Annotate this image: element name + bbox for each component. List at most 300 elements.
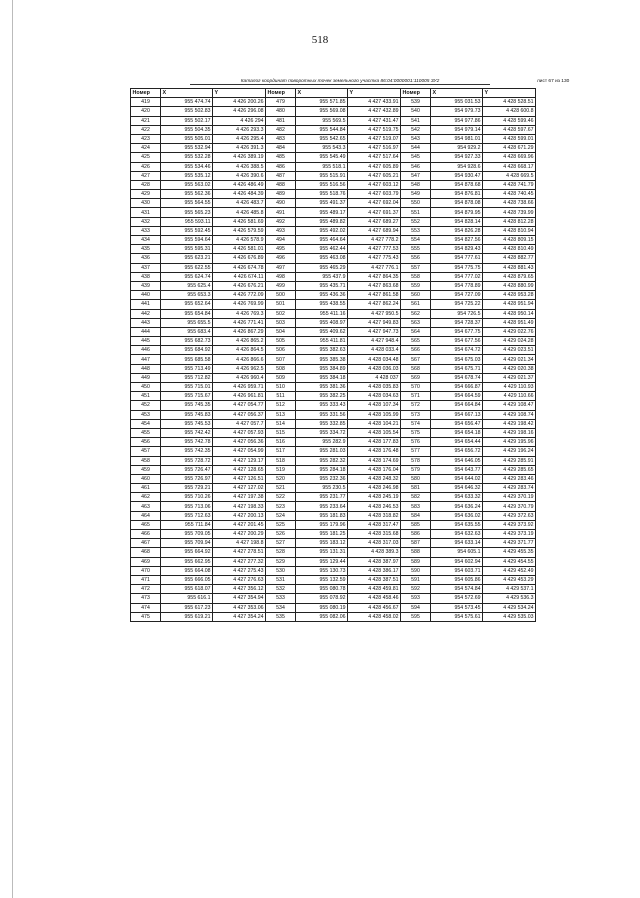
table-row [131, 116, 536, 125]
y-coordinate: 4 429 021.37 [483, 373, 536, 382]
x-coordinate: 955 619.21 [161, 612, 213, 621]
x-coordinate: 955 437.9 [296, 272, 348, 281]
point-number: 578 [401, 456, 431, 465]
x-coordinate: 955 230.5 [296, 484, 348, 493]
point-number: 463 [131, 502, 161, 511]
table-row [131, 612, 536, 621]
y-coordinate: 4 426 485.8 [213, 208, 266, 217]
table-row [131, 107, 536, 116]
x-coordinate: 955 617.23 [161, 603, 213, 612]
y-coordinate: 4 427 056.37 [213, 410, 266, 419]
y-coordinate: 4 427 432.89 [348, 107, 401, 116]
x-coordinate: 954 654.44 [431, 438, 483, 447]
x-coordinate: 955 409.62 [296, 327, 348, 336]
x-coordinate: 954 664.84 [431, 401, 483, 410]
x-coordinate: 955 728.72 [161, 456, 213, 465]
y-coordinate: 4 427 863.68 [348, 281, 401, 290]
point-number: 583 [401, 502, 431, 511]
sheet-indicator: лист 67 из 130 [537, 79, 570, 84]
x-coordinate: 955 532.94 [161, 144, 213, 153]
x-coordinate: 955 130.73 [296, 566, 348, 575]
point-number: 569 [401, 373, 431, 382]
x-coordinate: 955 715.01 [161, 383, 213, 392]
point-number: 530 [266, 566, 296, 575]
point-number: 576 [401, 438, 431, 447]
x-coordinate: 955 726.97 [161, 474, 213, 483]
x-coordinate: 954 778.89 [431, 281, 483, 290]
y-coordinate: 4 427 276.63 [213, 575, 266, 584]
point-number: 426 [131, 162, 161, 171]
x-coordinate: 954 605.86 [431, 575, 483, 584]
y-coordinate: 4 426 389.19 [213, 153, 266, 162]
table-row [131, 254, 536, 263]
point-number: 440 [131, 291, 161, 300]
table-row [131, 208, 536, 217]
y-coordinate: 4 429 373.92 [483, 520, 536, 529]
x-coordinate: 954 876.81 [431, 190, 483, 199]
y-coordinate: 4 426 962.5 [213, 364, 266, 373]
y-coordinate: 4 429 452.49 [483, 566, 536, 575]
x-coordinate: 955 518.76 [296, 190, 348, 199]
y-coordinate: 4 428 245.19 [348, 493, 401, 502]
point-number: 489 [266, 190, 296, 199]
point-number: 563 [401, 318, 431, 327]
point-number: 592 [401, 585, 431, 594]
x-coordinate: 954 879.95 [431, 208, 483, 217]
y-coordinate: 4 427 054.99 [213, 447, 266, 456]
x-coordinate: 955 622.55 [161, 263, 213, 272]
y-coordinate: 4 427 949.83 [348, 318, 401, 327]
point-number: 535 [266, 612, 296, 621]
point-number: 561 [401, 300, 431, 309]
table-row [131, 438, 536, 447]
x-coordinate: 955 618.07 [161, 585, 213, 594]
point-number: 483 [266, 134, 296, 143]
x-coordinate: 955 492.02 [296, 226, 348, 235]
y-coordinate: 4 427 519.07 [348, 134, 401, 143]
table-row [131, 346, 536, 355]
y-coordinate: 4 428 741.79 [483, 180, 536, 189]
x-coordinate: 954 633.32 [431, 493, 483, 502]
point-number: 526 [266, 530, 296, 539]
y-coordinate: 4 429 196.24 [483, 447, 536, 456]
table-row [131, 309, 536, 318]
y-coordinate: 4 428 458.02 [348, 612, 401, 621]
y-coordinate: 4 427 201.45 [213, 520, 266, 529]
point-number: 501 [266, 300, 296, 309]
point-number: 528 [266, 548, 296, 557]
y-coordinate: 4 426 295.4 [213, 134, 266, 143]
y-coordinate: 4 426 867.29 [213, 327, 266, 336]
x-coordinate: 955 382.63 [296, 346, 348, 355]
table-row [131, 199, 536, 208]
x-coordinate: 955 745.53 [161, 419, 213, 428]
table-row [131, 419, 536, 428]
x-coordinate: 955 463.08 [296, 254, 348, 263]
y-coordinate: 4 429 454.55 [483, 557, 536, 566]
y-coordinate: 4 428 387.97 [348, 557, 401, 566]
point-number: 496 [266, 254, 296, 263]
point-number: 482 [266, 125, 296, 134]
y-coordinate: 4 428 597.67 [483, 125, 536, 134]
x-coordinate: 954 678.74 [431, 373, 483, 382]
table-row [131, 520, 536, 529]
table-row [131, 327, 536, 336]
point-number: 468 [131, 548, 161, 557]
x-coordinate: 954 726.5 [431, 309, 483, 318]
x-coordinate: 955 382.25 [296, 392, 348, 401]
point-number: 495 [266, 245, 296, 254]
y-coordinate: 4 429 535.03 [483, 612, 536, 621]
x-coordinate: 955 385.38 [296, 355, 348, 364]
x-coordinate: 955 411.81 [296, 337, 348, 346]
y-coordinate: 4 426 676.21 [213, 281, 266, 290]
y-coordinate: 4 428 951.94 [483, 300, 536, 309]
x-coordinate: 955 436.36 [296, 291, 348, 300]
point-number: 437 [131, 263, 161, 272]
y-coordinate: 4 426 390.6 [213, 171, 266, 180]
x-coordinate: 954 728.37 [431, 318, 483, 327]
point-number: 469 [131, 557, 161, 566]
x-coordinate: 955 713.49 [161, 364, 213, 373]
y-coordinate: 4 427 864.35 [348, 272, 401, 281]
point-number: 493 [266, 226, 296, 235]
x-coordinate: 955 654.84 [161, 309, 213, 318]
x-coordinate: 954 602.94 [431, 557, 483, 566]
point-number: 435 [131, 245, 161, 254]
x-coordinate: 955 623.21 [161, 254, 213, 263]
table-row [131, 484, 536, 493]
y-coordinate: 4 427 353.06 [213, 603, 266, 612]
coordinates-table [130, 88, 536, 622]
x-coordinate: 955 078.92 [296, 594, 348, 603]
table-row [131, 291, 536, 300]
x-coordinate: 955 710.26 [161, 493, 213, 502]
x-coordinate: 954 646.05 [431, 456, 483, 465]
y-coordinate: 4 426 579.59 [213, 226, 266, 235]
table-row [131, 456, 536, 465]
point-number: 549 [401, 190, 431, 199]
x-coordinate: 955 489.17 [296, 208, 348, 217]
y-coordinate: 4 429 110.93 [483, 383, 536, 392]
point-number: 441 [131, 300, 161, 309]
table-row [131, 410, 536, 419]
point-number: 445 [131, 337, 161, 346]
table-row [131, 594, 536, 603]
x-coordinate: 954 677.56 [431, 337, 483, 346]
y-coordinate: 4 429 195.96 [483, 438, 536, 447]
point-number: 521 [266, 484, 296, 493]
table-row [131, 465, 536, 474]
point-number: 497 [266, 263, 296, 272]
x-coordinate: 955 543.3 [296, 144, 348, 153]
x-coordinate: 955 384.18 [296, 373, 348, 382]
point-number: 566 [401, 346, 431, 355]
y-coordinate: 4 429 370.79 [483, 502, 536, 511]
y-coordinate: 4 427 947.73 [348, 327, 401, 336]
y-coordinate: 4 428 882.77 [483, 254, 536, 263]
table-row [131, 125, 536, 134]
y-coordinate: 4 427 200.29 [213, 530, 266, 539]
x-coordinate: 955 593.11 [161, 217, 213, 226]
x-coordinate: 955 715.67 [161, 392, 213, 401]
x-coordinate: 955 515.91 [296, 171, 348, 180]
x-coordinate: 955 080.78 [296, 585, 348, 594]
x-coordinate: 955 331.56 [296, 410, 348, 419]
point-number: 556 [401, 254, 431, 263]
point-number: 575 [401, 428, 431, 437]
x-coordinate: 954 646.32 [431, 484, 483, 493]
x-coordinate: 955 564.55 [161, 199, 213, 208]
table-row [131, 603, 536, 612]
x-coordinate: 955 411.16 [296, 309, 348, 318]
point-number: 571 [401, 392, 431, 401]
y-coordinate: 4 428 528.51 [483, 98, 536, 107]
point-number: 546 [401, 162, 431, 171]
point-number: 509 [266, 373, 296, 382]
point-number: 492 [266, 217, 296, 226]
y-coordinate: 4 426 960.4 [213, 373, 266, 382]
point-number: 507 [266, 355, 296, 364]
y-coordinate: 4 427 057.7 [213, 419, 266, 428]
y-coordinate: 4 428 105.54 [348, 428, 401, 437]
y-coordinate: 4 426 483.7 [213, 199, 266, 208]
x-coordinate: 955 742.42 [161, 428, 213, 437]
x-coordinate: 954 635.55 [431, 520, 483, 529]
table-row [131, 272, 536, 281]
point-number: 559 [401, 281, 431, 290]
x-coordinate: 955 082.06 [296, 612, 348, 621]
y-coordinate: 4 429 537.1 [483, 585, 536, 594]
table-row [131, 162, 536, 171]
y-coordinate: 4 429 108.74 [483, 410, 536, 419]
x-coordinate: 955 709.05 [161, 530, 213, 539]
y-coordinate: 4 427 277.32 [213, 557, 266, 566]
y-coordinate: 4 427 056.36 [213, 438, 266, 447]
table-row [131, 153, 536, 162]
y-coordinate: 4 428 105.99 [348, 410, 401, 419]
point-number: 456 [131, 438, 161, 447]
x-coordinate: 955 652.64 [161, 300, 213, 309]
x-coordinate: 955 384.89 [296, 364, 348, 373]
y-coordinate: 4 428 035.83 [348, 383, 401, 392]
x-coordinate: 955 464.64 [296, 236, 348, 245]
x-coordinate: 954 633.14 [431, 539, 483, 548]
y-coordinate: 4 426 676.89 [213, 254, 266, 263]
y-coordinate: 4 429 198.42 [483, 419, 536, 428]
y-coordinate: 4 428 950.14 [483, 309, 536, 318]
table-row [131, 337, 536, 346]
point-number: 581 [401, 484, 431, 493]
point-number: 481 [266, 116, 296, 125]
x-coordinate: 955 664.92 [161, 548, 213, 557]
x-coordinate: 955 594.64 [161, 236, 213, 245]
table-row [131, 190, 536, 199]
point-number: 485 [266, 153, 296, 162]
y-coordinate: 4 427 197.38 [213, 493, 266, 502]
point-number: 516 [266, 438, 296, 447]
x-coordinate: 954 674.72 [431, 346, 483, 355]
y-coordinate: 4 427 356.12 [213, 585, 266, 594]
point-number: 466 [131, 530, 161, 539]
table-row [131, 134, 536, 143]
y-coordinate: 4 428 317.47 [348, 520, 401, 529]
header-y: Y [483, 89, 536, 98]
y-coordinate: 4 427 129.17 [213, 456, 266, 465]
header-number: Номер [266, 89, 296, 98]
point-number: 457 [131, 447, 161, 456]
x-coordinate: 955 408.97 [296, 318, 348, 327]
y-coordinate: 4 426 769.3 [213, 309, 266, 318]
x-coordinate: 955 181.83 [296, 511, 348, 520]
point-number: 542 [401, 125, 431, 134]
table-row [131, 281, 536, 290]
point-number: 523 [266, 502, 296, 511]
y-coordinate: 4 427 198.33 [213, 502, 266, 511]
y-coordinate: 4 428 812.28 [483, 217, 536, 226]
y-coordinate: 4 428 034.48 [348, 355, 401, 364]
x-coordinate: 954 977.86 [431, 116, 483, 125]
point-number: 449 [131, 373, 161, 382]
x-coordinate: 954 664.59 [431, 392, 483, 401]
y-coordinate: 4 429 371.77 [483, 539, 536, 548]
x-coordinate: 955 624.74 [161, 272, 213, 281]
y-coordinate: 4 427 200.13 [213, 511, 266, 520]
point-number: 590 [401, 566, 431, 575]
table-row [131, 355, 536, 364]
point-number: 517 [266, 447, 296, 456]
x-coordinate: 955 281.03 [296, 447, 348, 456]
point-number: 540 [401, 107, 431, 116]
y-coordinate: 4 426 296.08 [213, 107, 266, 116]
x-coordinate: 954 928.6 [431, 162, 483, 171]
y-coordinate: 4 428 387.51 [348, 575, 401, 584]
point-number: 452 [131, 401, 161, 410]
point-number: 459 [131, 465, 161, 474]
y-coordinate: 4 427 433.91 [348, 98, 401, 107]
y-coordinate: 4 427 776.1 [348, 263, 401, 272]
point-number: 587 [401, 539, 431, 548]
point-number: 520 [266, 474, 296, 483]
point-number: 475 [131, 612, 161, 621]
point-number: 562 [401, 309, 431, 318]
y-coordinate: 4 426 961.81 [213, 392, 266, 401]
header-x: X [431, 89, 483, 98]
point-number: 431 [131, 208, 161, 217]
y-coordinate: 4 428 246.98 [348, 484, 401, 493]
point-number: 580 [401, 474, 431, 483]
x-coordinate: 954 572.69 [431, 594, 483, 603]
point-number: 541 [401, 116, 431, 125]
table-row [131, 585, 536, 594]
point-number: 424 [131, 144, 161, 153]
x-coordinate: 955 132.59 [296, 575, 348, 584]
y-coordinate: 4 429 020.38 [483, 364, 536, 373]
y-coordinate: 4 428 034.63 [348, 392, 401, 401]
point-number: 589 [401, 557, 431, 566]
x-coordinate: 955 745.83 [161, 410, 213, 419]
x-coordinate: 955 563.02 [161, 180, 213, 189]
point-number: 451 [131, 392, 161, 401]
point-number: 508 [266, 364, 296, 373]
x-coordinate: 954 656.47 [431, 419, 483, 428]
y-coordinate: 4 427 689.27 [348, 217, 401, 226]
y-coordinate: 4 428 810.49 [483, 245, 536, 254]
x-coordinate: 955 233.64 [296, 502, 348, 511]
x-coordinate: 955 726.47 [161, 465, 213, 474]
point-number: 502 [266, 309, 296, 318]
y-coordinate: 4 428 177.83 [348, 438, 401, 447]
point-number: 588 [401, 548, 431, 557]
y-coordinate: 4 426 864.5 [213, 346, 266, 355]
y-coordinate: 4 427 431.47 [348, 116, 401, 125]
point-number: 532 [266, 585, 296, 594]
point-number: 531 [266, 575, 296, 584]
y-coordinate: 4 428 107.34 [348, 401, 401, 410]
table-body [131, 98, 536, 622]
y-coordinate: 4 428 669.96 [483, 153, 536, 162]
x-coordinate: 955 505.01 [161, 134, 213, 143]
x-coordinate: 955 666.05 [161, 575, 213, 584]
point-number: 467 [131, 539, 161, 548]
point-number: 461 [131, 484, 161, 493]
point-number: 529 [266, 557, 296, 566]
x-coordinate: 954 929.2 [431, 144, 483, 153]
point-number: 568 [401, 364, 431, 373]
x-coordinate: 955 535.12 [161, 171, 213, 180]
y-coordinate: 4 427 861.58 [348, 291, 401, 300]
x-coordinate: 955 684.92 [161, 346, 213, 355]
x-coordinate: 955 534.46 [161, 162, 213, 171]
table-row [131, 236, 536, 245]
y-coordinate: 4 427 516.97 [348, 144, 401, 153]
x-coordinate: 954 777.02 [431, 272, 483, 281]
y-coordinate: 4 426 484.39 [213, 190, 266, 199]
y-coordinate: 4 429 536.3 [483, 594, 536, 603]
y-coordinate: 4 429 021.34 [483, 355, 536, 364]
y-coordinate: 4 427 517.64 [348, 153, 401, 162]
y-coordinate: 4 427 605.89 [348, 162, 401, 171]
point-number: 446 [131, 346, 161, 355]
y-coordinate: 4 427 354.94 [213, 594, 266, 603]
table-row [131, 263, 536, 272]
x-coordinate: 955 332.85 [296, 419, 348, 428]
y-coordinate: 4 428 881.43 [483, 263, 536, 272]
x-coordinate: 954 979.14 [431, 125, 483, 134]
x-coordinate: 954 656.72 [431, 447, 483, 456]
y-coordinate: 4 428 456.67 [348, 603, 401, 612]
point-number: 567 [401, 355, 431, 364]
table-row [131, 318, 536, 327]
y-coordinate: 4 427 689.94 [348, 226, 401, 235]
table-row [131, 557, 536, 566]
point-number: 443 [131, 318, 161, 327]
point-number: 503 [266, 318, 296, 327]
y-coordinate: 4 426 959.71 [213, 383, 266, 392]
y-coordinate: 4 428 671.29 [483, 144, 536, 153]
x-coordinate: 955 742.78 [161, 438, 213, 447]
point-number: 462 [131, 493, 161, 502]
y-coordinate: 4 429 108.47 [483, 401, 536, 410]
y-coordinate: 4 429 024.28 [483, 337, 536, 346]
x-coordinate: 955 284.18 [296, 465, 348, 474]
point-number: 511 [266, 392, 296, 401]
table-row [131, 364, 536, 373]
x-coordinate: 955 381.36 [296, 383, 348, 392]
y-coordinate: 4 426 674.11 [213, 272, 266, 281]
point-number: 442 [131, 309, 161, 318]
header-number: Номер [401, 89, 431, 98]
